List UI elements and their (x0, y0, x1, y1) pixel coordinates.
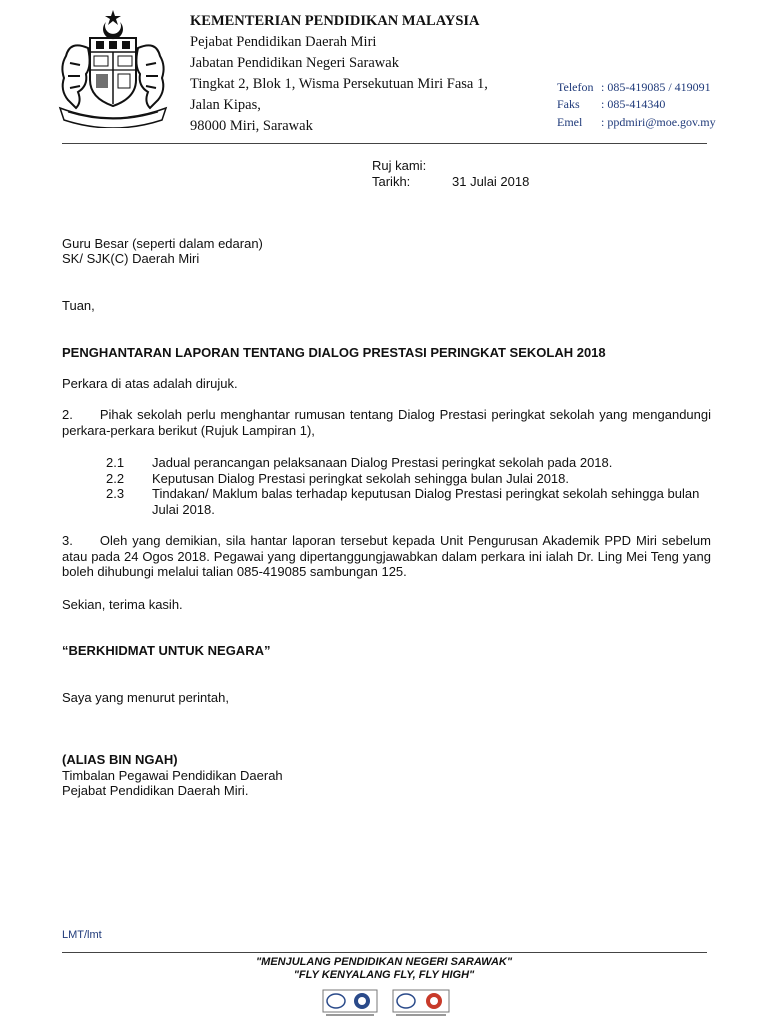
item-text: Jadual perancangan pelaksanaan Dialog Prestasi peringkat sekolah pada 2018. (152, 455, 613, 470)
header-divider (62, 143, 707, 144)
emel-label: Emel (557, 115, 583, 129)
paragraph-2-number: 2. (62, 407, 73, 422)
recipient-line-2: SK/ SJK(C) Daerah Miri (62, 251, 200, 266)
footer-divider (62, 952, 707, 953)
signatory-office: Pejabat Pendidikan Daerah Miri. (62, 783, 249, 798)
subject-heading: PENGHANTARAN LAPORAN TENTANG DIALOG PRESTASI PERINGKAT SEKOLAH 2018 (62, 345, 606, 360)
faks-value: : 085-414340 (601, 97, 666, 111)
coat-of-arms-icon (48, 8, 178, 128)
address-line-3: 98000 Miri, Sarawak (190, 118, 313, 134)
ruj-label: Ruj kami: (372, 158, 427, 173)
certification-logo-icon (322, 989, 378, 1019)
certification-logo-icon (392, 989, 450, 1019)
paragraph-2-text: Pihak sekolah perlu menghantar rumusan tentang Dialog Prestasi peringkat sekolah yang mengandungi perkara-perkara berikut (Rujuk Lampiran 1), (62, 407, 711, 438)
item-text: Keputusan Dialog Prestasi peringkat sekolah sehingga bulan Julai 2018. (152, 471, 570, 486)
initials: LMT/lmt (62, 929, 102, 941)
telefon-value: : 085-419085 / 419091 (601, 80, 711, 94)
contact-telefon (557, 78, 711, 96)
footer-slogan-1: "MENJULANG PENDIDIKAN NEGERI SARAWAK" (255, 956, 513, 968)
motto: “BERKHIDMAT UNTUK NEGARA” (62, 643, 271, 658)
salutation: Tuan, (62, 298, 95, 313)
office-name: Pejabat Pendidikan Daerah Miri (190, 34, 377, 50)
signatory-title: Timbalan Pegawai Pendidikan Daerah (62, 768, 283, 783)
footer-slogan-2: "FLY KENYALANG FLY, FLY HIGH" (293, 969, 475, 981)
contact-emel (557, 113, 716, 131)
paragraph-3-number: 3. (62, 533, 73, 548)
paragraph-3 (62, 533, 711, 580)
item-text: Tindakan/ Maklum balas terhadap keputusan Dialog Prestasi peringkat sekolah sehingga bulan Julai 2018. (152, 486, 700, 517)
tarikh-label: Tarikh: (372, 174, 411, 189)
item-number: 2.1 (106, 455, 125, 470)
contact-faks (557, 95, 665, 113)
emel-value[interactable]: : ppdmiri@moe.gov.my (601, 115, 716, 129)
department-name: Jabatan Pendidikan Negeri Sarawak (190, 55, 399, 71)
address-line-1: Tingkat 2, Blok 1, Wisma Persekutuan Miri Fasa 1, (190, 76, 488, 92)
signatory-name: (ALIAS BIN NGAH) (62, 752, 178, 767)
tarikh-value: 31 Julai 2018 (452, 174, 530, 189)
recipient-line-1: Guru Besar (seperti dalam edaran) (62, 236, 263, 251)
paragraph-3-text: Oleh yang demikian, sila hantar laporan tersebut kepada Unit Pengurusan Akademik PPD Miri sebelum atau pada 24 Ogos 2018. Pegawai yang dipertanggungjawabkan dalam perkara ini ialah Dr. Ling Mei Teng yang boleh dihubungi melalui talian 085-419085 sambungan 125. (62, 533, 711, 579)
item-number: 2.3 (106, 486, 125, 501)
faks-label: Faks (557, 97, 580, 111)
address-line-2: Jalan Kipas, (190, 97, 261, 113)
item-number: 2.2 (106, 471, 125, 486)
paragraph-1: Perkara di atas adalah dirujuk. (62, 376, 238, 391)
sign-off: Saya yang menurut perintah, (62, 690, 229, 705)
closing-line: Sekian, terima kasih. (62, 597, 183, 612)
telefon-label: Telefon (557, 80, 594, 94)
ministry-name: KEMENTERIAN PENDIDIKAN MALAYSIA (190, 13, 480, 29)
paragraph-2 (62, 407, 711, 438)
